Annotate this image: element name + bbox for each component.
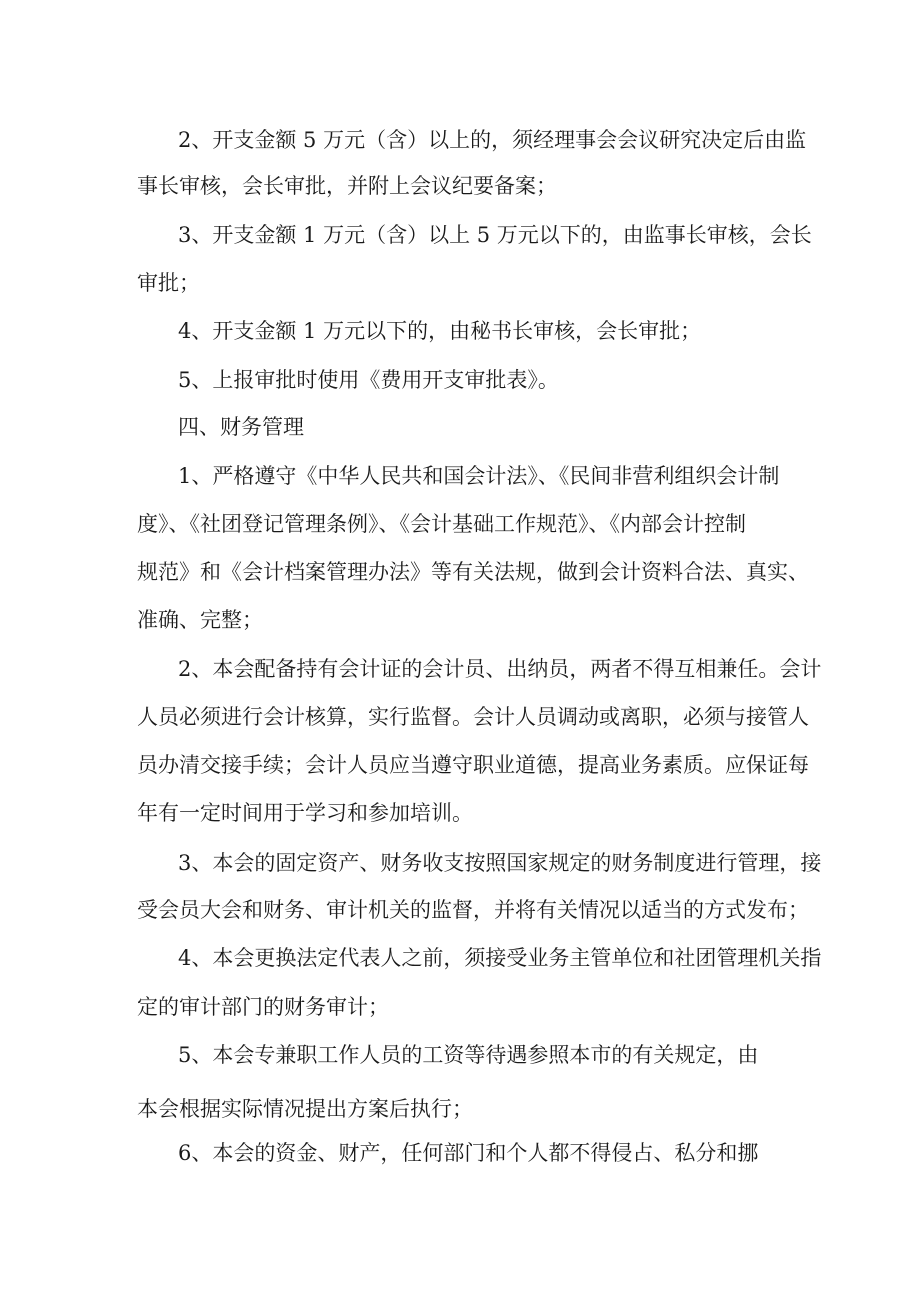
text-line: 4、本会更换法定代表人之前，须接受业务主管单位和社团管理机关指 bbox=[178, 946, 822, 970]
text-line: 年有一定时间用于学习和参加培训。 bbox=[137, 801, 473, 825]
text-line: 2、本会配备持有会计证的会计员、出纳员，两者不得互相兼任。会计 bbox=[178, 657, 822, 681]
text-line: 员办清交接手续；会计人员应当遵守职业道德，提高业务素质。应保证每 bbox=[137, 753, 809, 777]
text-line: 5、本会专兼职工作人员的工资等待遇参照本市的有关规定，由 bbox=[178, 1043, 759, 1067]
text-line: 3、本会的固定资产、财务收支按照国家规定的财务制度进行管理，接 bbox=[178, 851, 822, 875]
text-line: 3、开支金额 1 万元（含）以上 5 万元以下的，由监事长审核，会长 bbox=[178, 223, 812, 247]
text-line: 审批； bbox=[137, 271, 200, 295]
text-line: 事长审核，会长审批，并附上会议纪要备案； bbox=[137, 174, 557, 198]
section-heading: 四、财务管理 bbox=[178, 415, 304, 439]
text-line: 定的审计部门的财务审计； bbox=[137, 995, 389, 1019]
text-line: 规范》和《会计档案管理办法》等有关法规，做到会计资料合法、真实、 bbox=[137, 560, 809, 584]
text-line: 5、上报审批时使用《费用开支审批表》。 bbox=[178, 368, 559, 392]
text-line: 6、本会的资金、财产，任何部门和个人都不得侵占、私分和挪 bbox=[178, 1141, 759, 1165]
text-line: 度》、《社团登记管理条例》、《会计基础工作规范》、《内部会计控制 bbox=[137, 512, 746, 536]
text-line: 人员必须进行会计核算，实行监督。会计人员调动或离职，必须与接管人 bbox=[137, 705, 809, 729]
text-line: 受会员大会和财务、审计机关的监督，并将有关情况以适当的方式发布； bbox=[137, 898, 809, 922]
text-line: 1、严格遵守《中华人民共和国会计法》、《民间非营利组织会计制 bbox=[178, 464, 780, 488]
text-line: 4、开支金额 1 万元以下的，由秘书长审核，会长审批； bbox=[178, 319, 702, 343]
text-line: 本会根据实际情况提出方案后执行； bbox=[137, 1097, 473, 1121]
text-line: 2、开支金额 5 万元（含）以上的，须经理事会会议研究决定后由监 bbox=[178, 128, 807, 152]
text-line: 准确、完整； bbox=[137, 608, 263, 632]
